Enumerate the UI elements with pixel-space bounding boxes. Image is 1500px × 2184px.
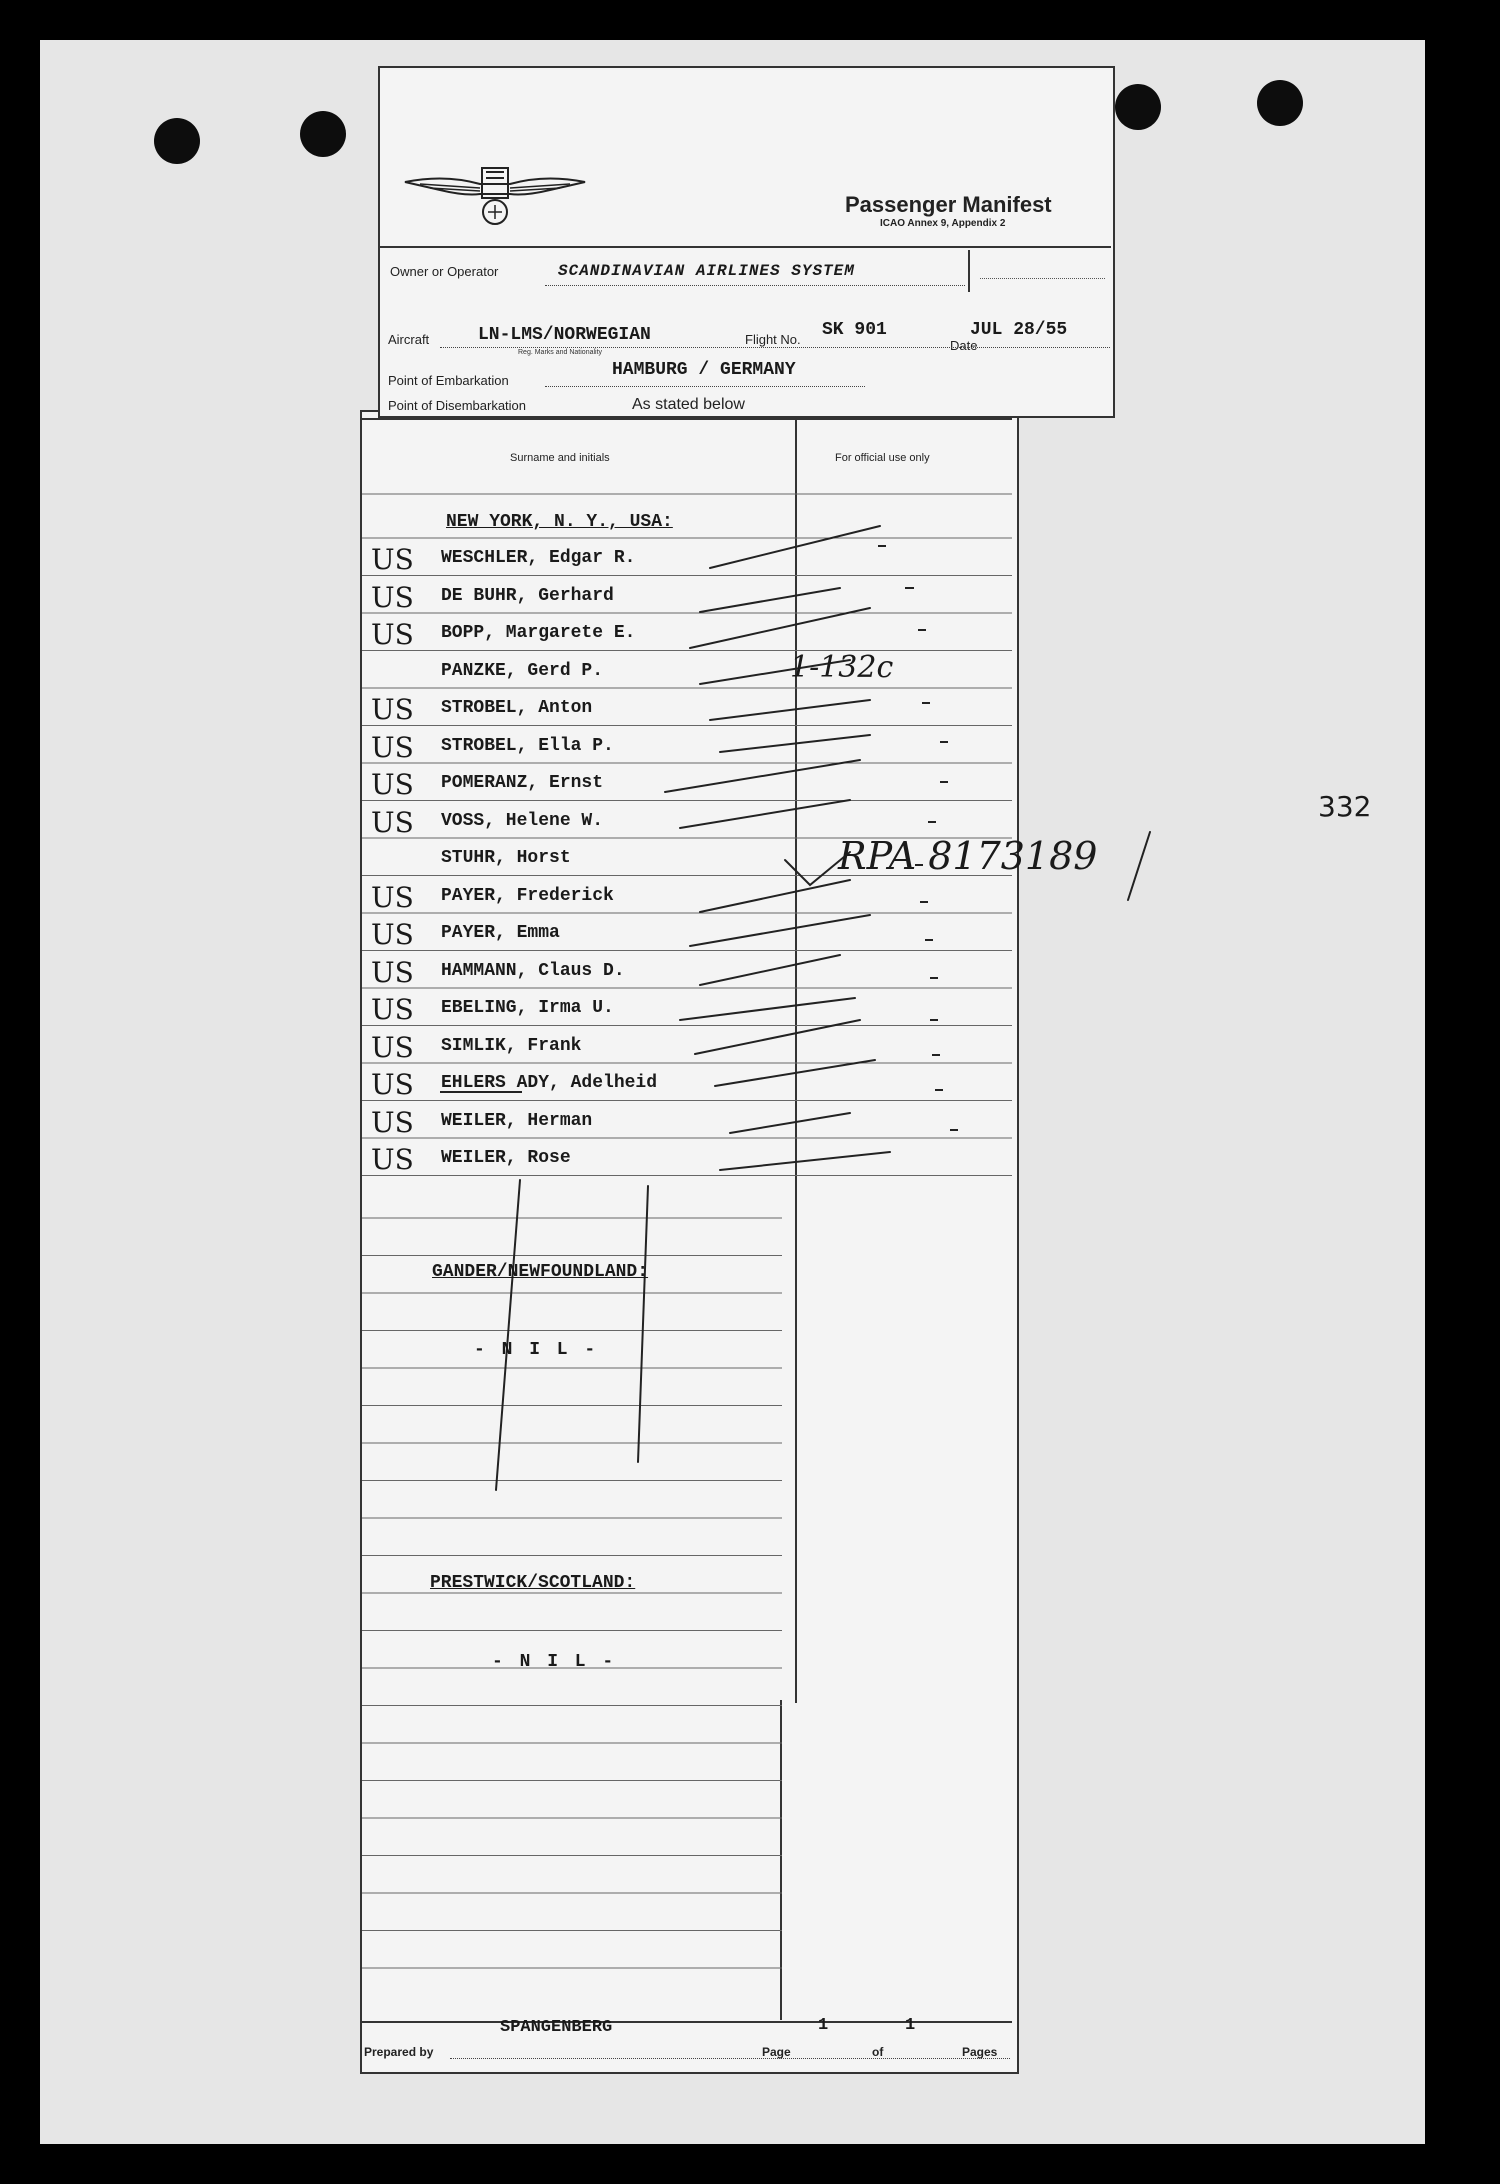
- handwritten-note: RPA 8173189: [838, 834, 1098, 878]
- citizenship-mark: US: [371, 1143, 414, 1176]
- section-nil: - N I L -: [492, 1652, 617, 1672]
- passenger-name: VOSS, Helene W.: [441, 811, 604, 831]
- passenger-name: WEILER, Rose: [441, 1148, 571, 1168]
- owner-label: Owner or Operator: [390, 264, 499, 279]
- citizenship-mark: US: [371, 1106, 414, 1139]
- passenger-name: EHLERS ADY, Adelheid: [441, 1073, 658, 1093]
- flight-value: SK 901: [822, 320, 887, 340]
- citizenship-mark: US: [371, 806, 414, 839]
- citizenship-mark: US: [371, 956, 414, 989]
- section-nil: - N I L -: [474, 1340, 599, 1360]
- flight-label: Flight No.: [745, 332, 801, 347]
- passenger-name: EBELING, Irma U.: [441, 998, 614, 1018]
- pages-label: Pages: [962, 2045, 998, 2059]
- page-stamp-number: 332: [1318, 790, 1372, 823]
- section-heading-gander: GANDER/NEWFOUNDLAND:: [432, 1262, 649, 1282]
- passenger-name: SIMLIK, Frank: [441, 1036, 582, 1056]
- citizenship-mark: US: [371, 993, 414, 1026]
- passenger-name: PAYER, Frederick: [441, 886, 614, 906]
- of-label: of: [872, 2045, 884, 2059]
- date-value: JUL 28/55: [970, 320, 1068, 340]
- passenger-name: STUHR, Horst: [441, 848, 571, 868]
- passenger-name: STROBEL, Anton: [441, 698, 593, 718]
- passenger-name: HAMMANN, Claus D.: [441, 961, 625, 981]
- disembark-value: As stated below: [632, 396, 745, 413]
- page-label: Page: [762, 2045, 791, 2059]
- citizenship-mark: US: [371, 881, 414, 914]
- citizenship-mark: US: [371, 1031, 414, 1064]
- form-title: Passenger Manifest: [845, 192, 1052, 217]
- citizenship-mark: US: [371, 768, 414, 801]
- section-heading-prestwick: PRESTWICK/SCOTLAND:: [430, 1573, 636, 1593]
- passenger-name: BOPP, Margarete E.: [441, 623, 636, 643]
- citizenship-mark: US: [371, 731, 414, 764]
- form-subtitle: ICAO Annex 9, Appendix 2: [880, 218, 1006, 229]
- reg-note: Reg. Marks and Nationality: [518, 349, 603, 356]
- passenger-name: PAYER, Emma: [441, 923, 560, 943]
- embark-label: Point of Embarkation: [388, 373, 509, 388]
- passenger-name: STROBEL, Ella P.: [441, 736, 614, 756]
- footer-dotted-line: [450, 2058, 1010, 2059]
- date-label: Date: [950, 338, 978, 353]
- handwritten-note: 1-132c: [790, 650, 894, 685]
- prepared-by-label: Prepared by: [364, 2045, 434, 2059]
- page-number-value: 1: [818, 2016, 829, 2035]
- pages-total-value: 1: [905, 2016, 916, 2035]
- col-header-official: For official use only: [835, 452, 930, 464]
- citizenship-mark: US: [371, 543, 414, 576]
- col-header-name: Surname and initials: [510, 452, 610, 464]
- citizenship-mark: US: [371, 693, 414, 726]
- embark-value: HAMBURG / GERMANY: [612, 360, 796, 380]
- passenger-name: POMERANZ, Ernst: [441, 773, 604, 793]
- aircraft-label: Aircraft: [388, 332, 430, 347]
- prepared-by-value: SPANGENBERG: [500, 2018, 613, 2037]
- disembark-label: Point of Disembarkation: [388, 398, 527, 413]
- citizenship-mark: US: [371, 1068, 414, 1101]
- passenger-name: WEILER, Herman: [441, 1111, 593, 1131]
- citizenship-mark: US: [371, 618, 414, 651]
- owner-value: SCANDINAVIAN AIRLINES SYSTEM: [558, 262, 855, 280]
- passenger-name: PANZKE, Gerd P.: [441, 661, 604, 681]
- citizenship-mark: US: [371, 581, 414, 614]
- citizenship-mark: US: [371, 918, 414, 951]
- passenger-name: WESCHLER, Edgar R.: [441, 548, 636, 568]
- passenger-name: DE BUHR, Gerhard: [441, 586, 614, 606]
- section-heading-new-york: NEW YORK, N. Y., USA:: [446, 512, 673, 532]
- aircraft-value: LN-LMS/NORWEGIAN: [478, 325, 651, 345]
